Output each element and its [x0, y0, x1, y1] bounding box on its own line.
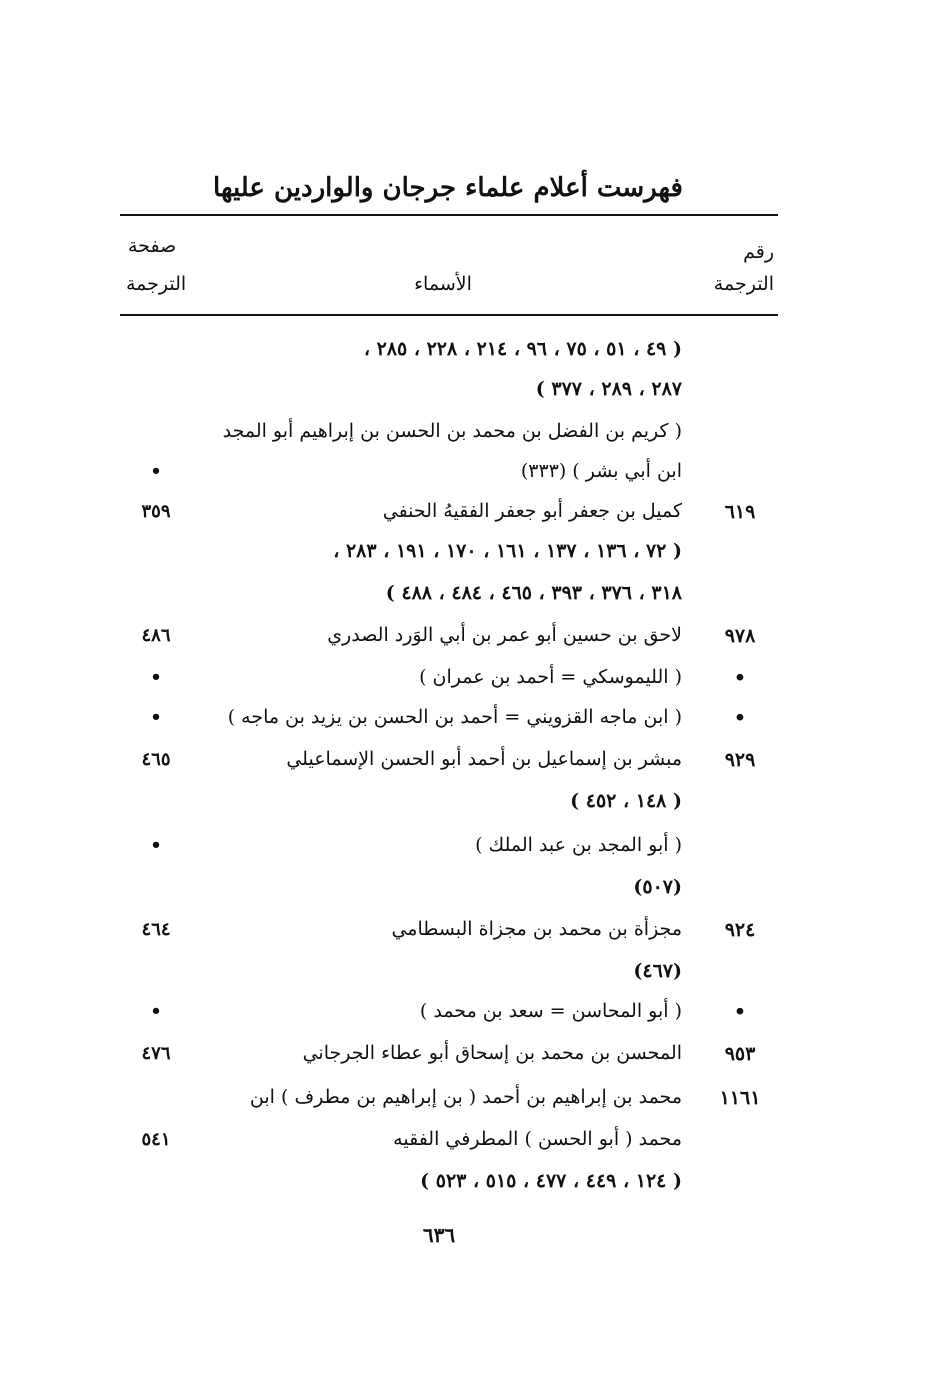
index-row	[120, 782, 780, 822]
index-row	[120, 740, 780, 780]
entry-number: ٩٢٤	[724, 919, 756, 941]
index-row	[120, 658, 780, 698]
index-row	[120, 868, 780, 908]
entry-name: ( ابن ماجه القزويني = أحمد بن الحسن بن يزيد بن ماجه )	[227, 706, 682, 728]
entry-name: ( أبو المجد بن عبد الملك )	[475, 834, 682, 856]
entry-page: ٤٧٦	[141, 1043, 171, 1064]
index-row	[120, 452, 780, 492]
entry-number: ٩٢٩	[724, 749, 756, 771]
index-row	[120, 574, 780, 614]
index-row	[120, 952, 780, 992]
header-rule	[120, 314, 778, 316]
entry-name: مبشر بن إسماعيل بن أحمد أبو الحسن الإسماعيلي	[286, 748, 682, 770]
entry-name: المحسن بن محمد بن إسحاق أبو عطاء الجرجاني	[302, 1042, 682, 1064]
entry-page: •	[150, 835, 162, 856]
header-number-line2: الترجمة	[713, 273, 774, 295]
entry-page: •	[150, 461, 162, 482]
entry-name: محمد بن إبراهيم بن أحمد ( بن إبراهيم بن مطرف ) ابن	[249, 1086, 682, 1108]
index-row	[120, 992, 780, 1032]
entry-name: ( الليموسكي = أحمد بن عمران )	[419, 666, 682, 688]
page-number: ٦٣٦	[422, 1223, 456, 1247]
entry-page: ٤٨٦	[141, 625, 171, 646]
entry-page: •	[150, 1001, 162, 1022]
index-row	[120, 616, 780, 656]
entry-name: ( ١٢٤ ، ٤٤٩ ، ٤٧٧ ، ٥١٥ ، ٥٢٣ )	[420, 1170, 682, 1192]
entry-page: •	[150, 707, 162, 728]
entry-page: ٤٦٥	[141, 749, 171, 770]
index-row	[120, 1078, 780, 1118]
entry-name: ( أبو المحاسن = سعد بن محمد )	[419, 1000, 682, 1022]
entry-name: ( ٧٢ ، ١٣٦ ، ١٣٧ ، ١٦١ ، ١٧٠ ، ١٩١ ، ٢٨٣ ،	[333, 540, 682, 562]
entry-number: •	[733, 707, 747, 729]
entry-name: ٣١٨ ، ٣٧٦ ، ٣٩٣ ، ٤٦٥ ، ٤٨٤ ، ٤٨٨ )	[385, 582, 682, 604]
entry-number: ١١٦١	[719, 1087, 761, 1109]
entry-number: ٩٧٨	[724, 625, 756, 647]
top-rule	[120, 214, 778, 216]
index-row	[120, 412, 780, 452]
entry-page: •	[150, 667, 162, 688]
header-page-line1: صفحة	[128, 235, 177, 257]
index-row	[120, 532, 780, 572]
header-number-line1: رقم	[743, 241, 774, 263]
index-row	[120, 826, 780, 866]
page-title: فهرست أعلام علماء جرجان والواردين عليها	[213, 173, 683, 203]
entry-number: •	[733, 1001, 747, 1023]
index-row	[120, 1120, 780, 1160]
entry-name: (٤٦٧)	[633, 960, 682, 982]
index-row	[120, 1162, 780, 1202]
index-row	[120, 1034, 780, 1074]
entry-page: ٥٤١	[141, 1129, 171, 1150]
entry-name: لاحق بن حسين أبو عمر بن أبي الوَرد الصدري	[327, 624, 682, 646]
header-page-line2: الترجمة	[126, 273, 187, 295]
entry-name: ٢٨٧ ، ٢٨٩ ، ٣٧٧ )	[535, 378, 682, 400]
entry-name: كميل بن جعفر أبو جعفر الفقيهُ الحنفي	[382, 500, 682, 522]
entry-name: ( ١٤٨ ، ٤٥٢ )	[570, 790, 682, 812]
index-row	[120, 910, 780, 950]
index-row	[120, 698, 780, 738]
entry-page: ٤٦٤	[141, 919, 171, 940]
entry-number: ٩٥٣	[724, 1043, 756, 1065]
entry-name: ( كريم بن الفضل بن محمد بن الحسن بن إبراهيم أبو المجد	[222, 420, 682, 442]
entry-name: ( ٤٩ ، ٥١ ، ٧٥ ، ٩٦ ، ٢١٤ ، ٢٢٨ ، ٢٨٥ ،	[363, 338, 682, 360]
entry-number: •	[733, 667, 747, 689]
header-names: الأسماء	[414, 273, 472, 295]
entry-name: محمد ( أبو الحسن ) المطرفي الفقيه	[393, 1128, 682, 1150]
index-row	[120, 330, 780, 370]
entry-page: ٣٥٩	[141, 501, 171, 522]
entry-name: (٥٠٧)	[633, 876, 682, 898]
entry-name: مجزأة بن محمد بن مجزاة البسطامي	[391, 918, 682, 940]
index-row	[120, 370, 780, 410]
entry-number: ٦١٩	[724, 501, 756, 523]
index-row	[120, 492, 780, 532]
entry-name: ابن أبي بشر ) (٣٣٣)	[520, 460, 682, 482]
